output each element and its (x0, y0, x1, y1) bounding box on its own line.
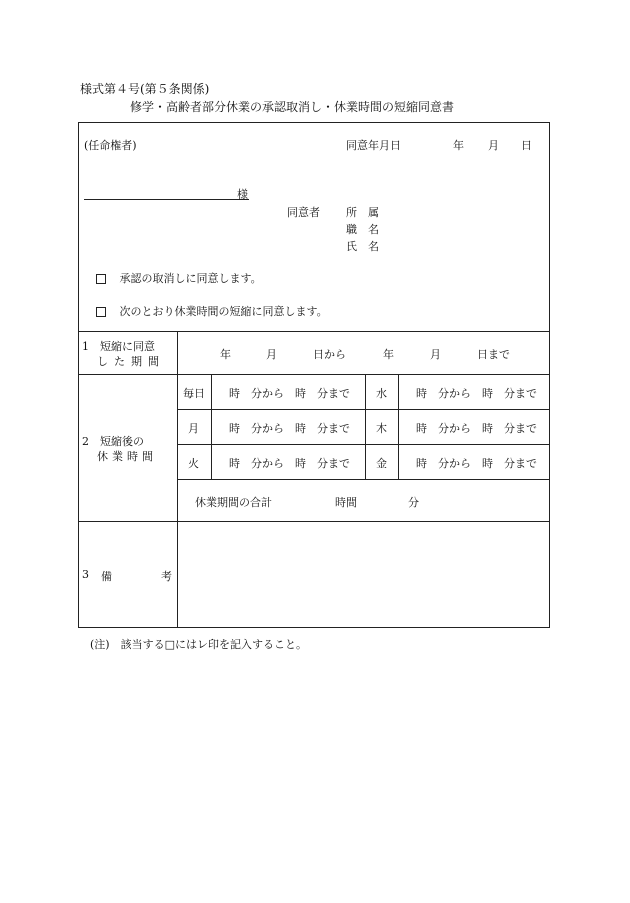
row2-label-line1: 2 短縮後の (82, 435, 144, 448)
time-field-monday[interactable]: 時 分から 時 分まで (229, 422, 350, 435)
shorten-hours-text: 次のとおり休業時間の短縮に同意します。 (119, 305, 328, 318)
day-label-thursday: 木 (376, 422, 387, 435)
appointer-label: (任命権者) (84, 139, 137, 152)
time-field-everyday[interactable]: 時 分から 時 分まで (229, 387, 350, 400)
remarks-field[interactable] (180, 524, 548, 626)
row2-label-line2: 休業時間 (97, 450, 157, 463)
day-label-everyday: 毎日 (183, 387, 205, 400)
footnote: (注) 該当する□にはレ印を記入すること。 (90, 638, 307, 651)
row3-label-char2: 考 (161, 570, 172, 583)
day-label-monday: 月 (188, 422, 199, 435)
day-label-friday: 金 (376, 457, 387, 470)
affiliation-label: 所 属 (346, 206, 379, 219)
day-col-divider-right (398, 374, 399, 479)
consent-day-label: 日 (521, 139, 532, 152)
time-field-thursday[interactable]: 時 分から 時 分まで (416, 422, 537, 435)
position-label: 職 名 (346, 223, 379, 236)
form-number: 様式第４号(第５条関係) (80, 82, 210, 96)
addressee-honorific: 様 (237, 188, 248, 201)
mid-col-divider (365, 374, 366, 479)
name-label: 氏 名 (346, 240, 379, 253)
divider-row1 (78, 374, 550, 375)
row1-month1: 月 (266, 348, 277, 361)
form-title: 修学・高齢者部分休業の承認取消し・休業時間の短縮同意書 (130, 100, 455, 114)
time-field-wednesday[interactable]: 時 分から 時 分まで (416, 387, 537, 400)
consenter-label: 同意者 (287, 206, 320, 219)
consent-year-label: 年 (453, 139, 464, 152)
checkbox-cancel-approval[interactable] (96, 274, 106, 284)
row1-year2: 年 (383, 348, 394, 361)
divider-days-1 (178, 409, 550, 410)
row1-label-line1: 1 短縮に同意 (82, 340, 155, 353)
consent-date-label: 同意年月日 (346, 139, 401, 152)
day-label-wednesday: 水 (376, 387, 387, 400)
divider-days-2 (178, 444, 550, 445)
total-label: 休業期間の合計 (195, 496, 272, 509)
day-col-divider-left (211, 374, 212, 479)
total-hours-label: 時間 (335, 496, 357, 509)
row1-label-line2: した期間 (97, 355, 165, 368)
row3-label-char1: 備 (101, 570, 112, 583)
time-field-friday[interactable]: 時 分から 時 分まで (416, 457, 537, 470)
consent-month-label: 月 (488, 139, 499, 152)
total-minutes-label: 分 (408, 496, 419, 509)
row1-day-to: 日まで (477, 348, 510, 361)
checkbox-shorten-hours-row (96, 303, 328, 319)
row1-day-from: 日から (313, 348, 346, 361)
cancel-approval-text: 承認の取消しに同意します。 (119, 272, 262, 285)
row3-number: 3 (82, 568, 89, 581)
addressee-underline[interactable] (84, 199, 249, 200)
divider-row2 (78, 521, 550, 522)
divider-days-3 (178, 479, 550, 480)
checkbox-shorten-hours[interactable] (96, 307, 106, 317)
time-field-tuesday[interactable]: 時 分から 時 分まで (229, 457, 350, 470)
row1-month2: 月 (430, 348, 441, 361)
divider-top-section (78, 331, 550, 332)
day-label-tuesday: 火 (188, 457, 199, 470)
checkbox-cancel-approval-row (96, 270, 262, 286)
row1-year1: 年 (220, 348, 231, 361)
label-column-divider (177, 331, 178, 628)
